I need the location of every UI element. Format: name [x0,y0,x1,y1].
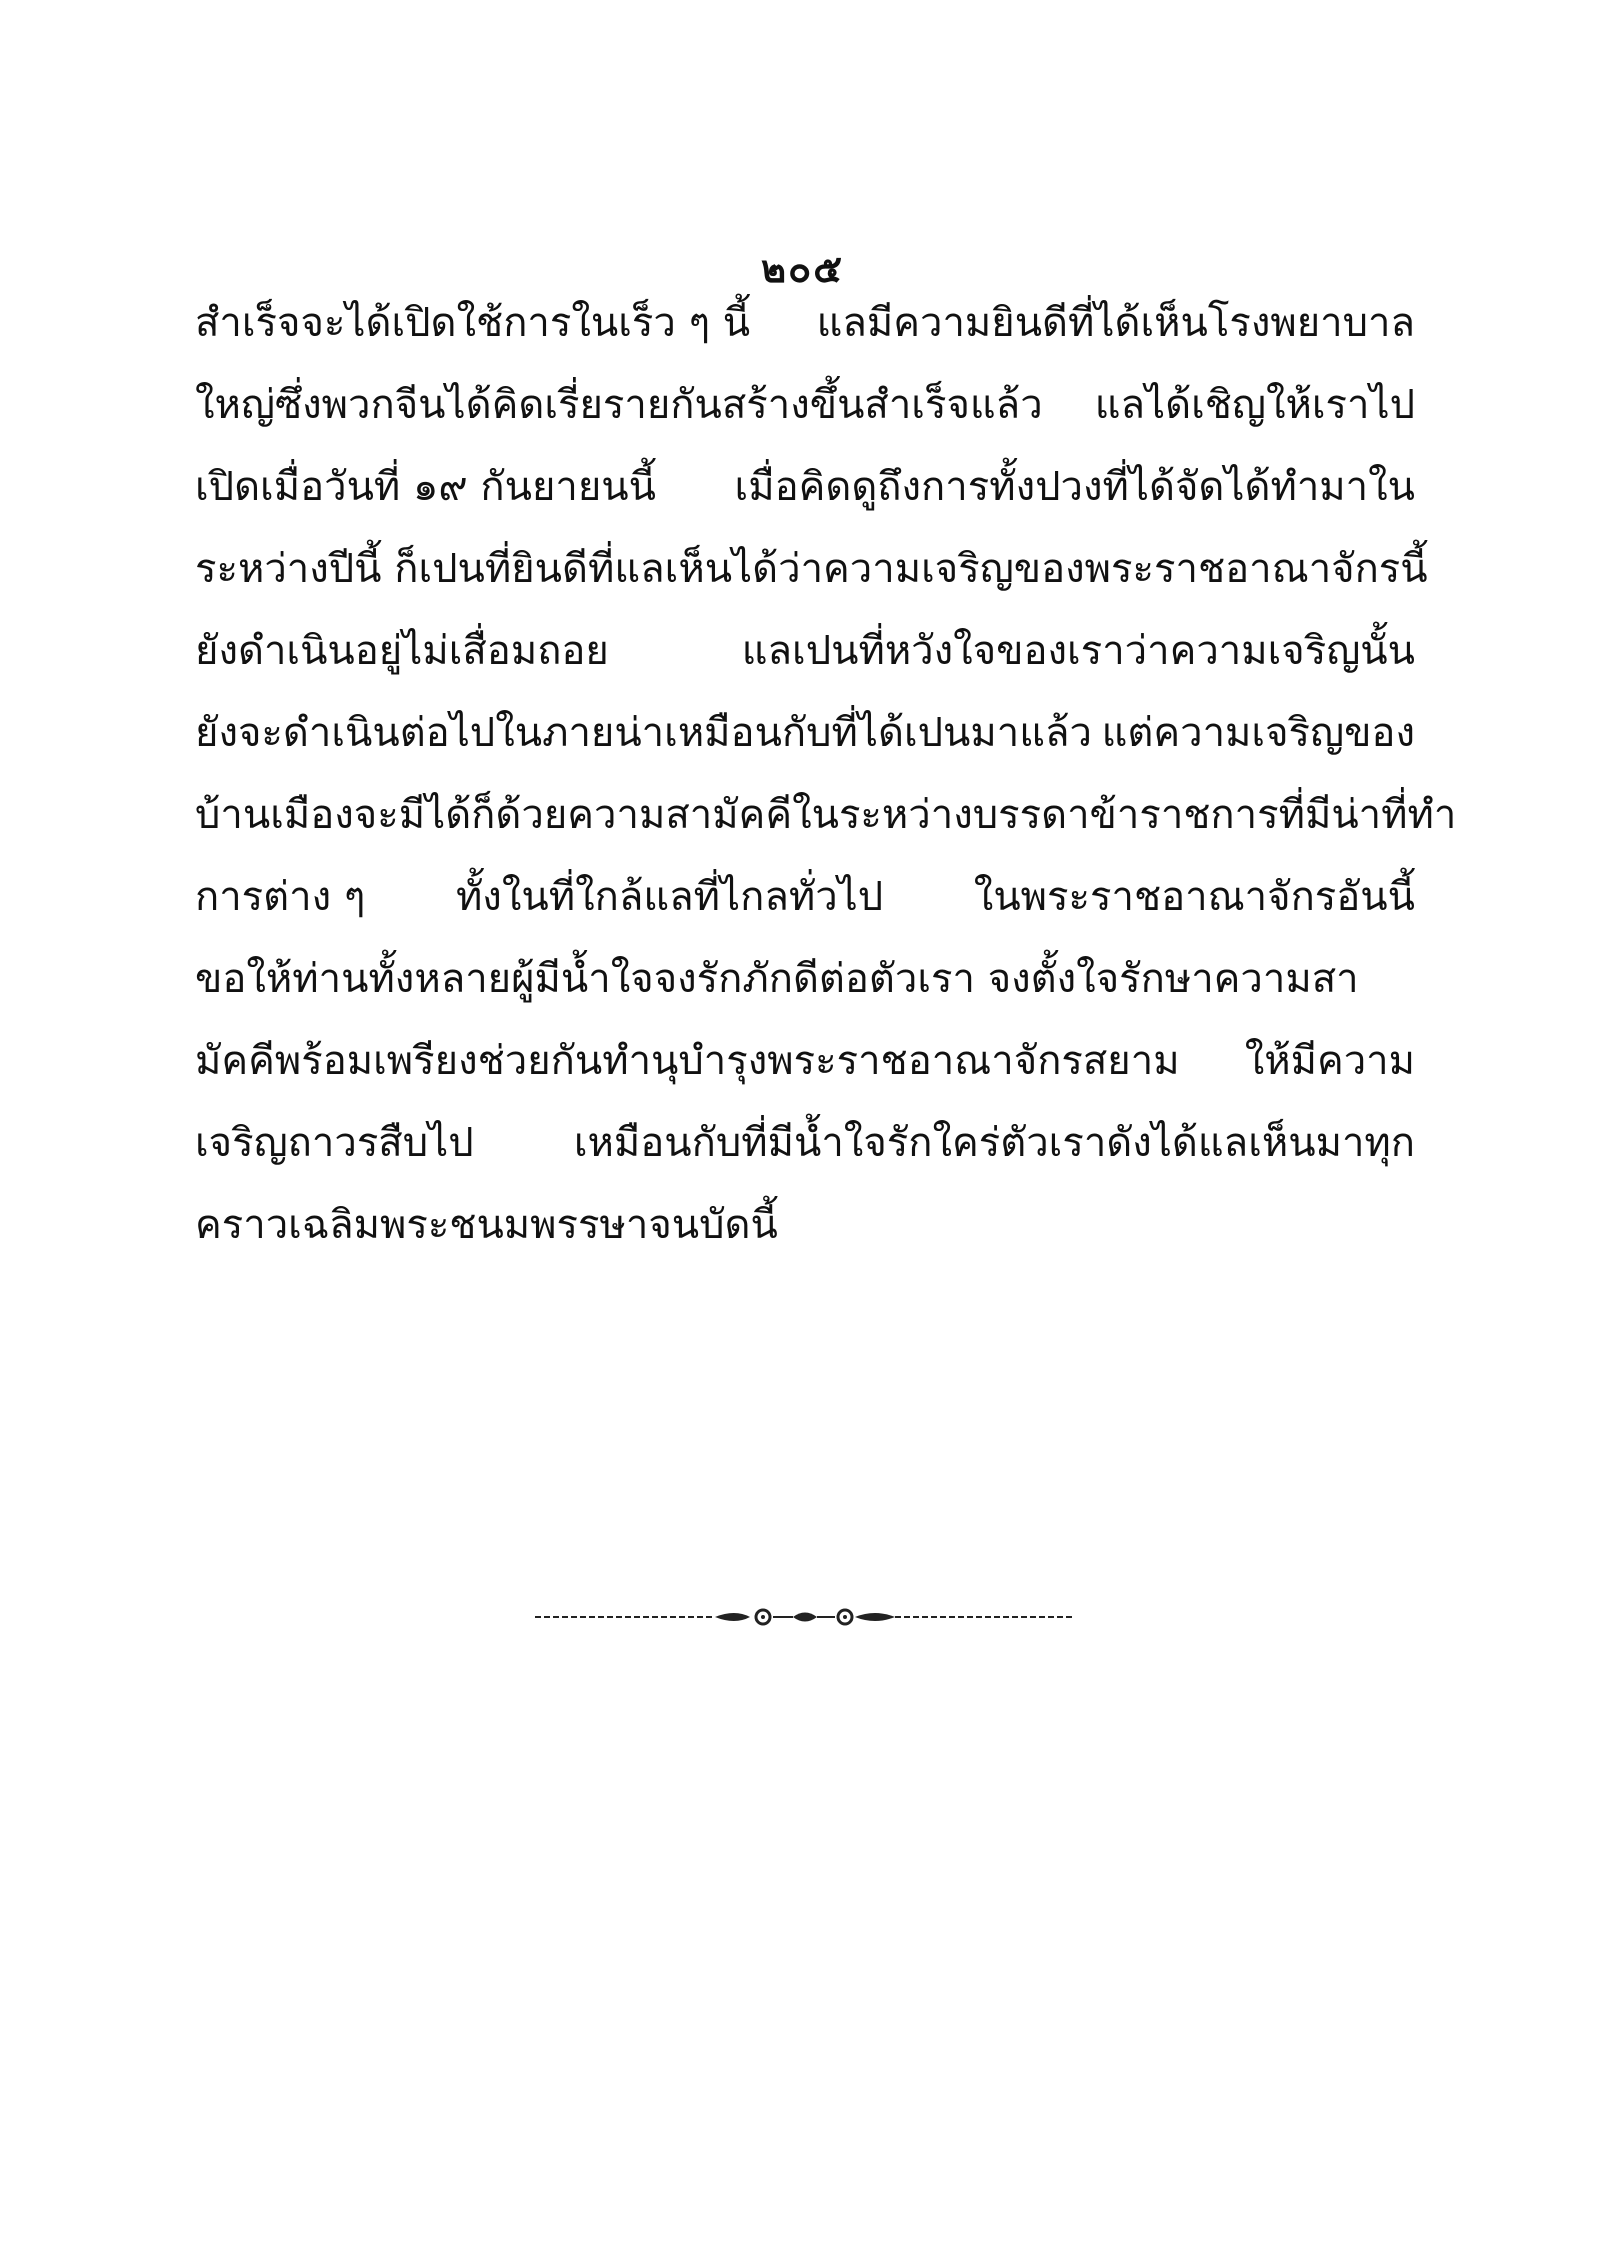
text-segment: เจริญถาวรสืบไป [195,1120,474,1166]
page-number: ๒๐๕ [760,246,844,291]
text-segment: ทั้งในที่ใกล้แลที่ไกลทั่วไป [455,874,884,920]
text-line [195,856,1415,938]
text-segment: ยังจะดำเนินต่อไปในภายน่าเหมือนกับที่ได้เปนมาแล้ว [195,710,1092,756]
text-segment: ให้มีความ [1244,1038,1415,1084]
text-segment: ในพระราชอาณาจักรอันนี้ [973,874,1415,920]
text-line [195,364,1415,446]
text-line [195,1184,1415,1266]
text-line [195,692,1415,774]
text-segment: ใหญ่ซึ่งพวกจีนได้คิดเรี่ยรายกันสร้างขึ้นสำเร็จแล้ว [195,382,1043,428]
text-segment: คราวเฉลิมพระชนมพรรษาจนบัดนี้ [195,1202,778,1248]
text-segment: ขอให้ท่านทั้งหลายผู้มีน้ำใจจงรักภักดีต่อตัวเรา จงตั้งใจรักษาความสา [195,956,1359,1002]
text-line [195,1020,1415,1102]
text-segment: สำเร็จจะได้เปิดใช้การในเร็ว ๆ นี้ [195,300,751,346]
text-line [195,282,1415,364]
text-segment: มัคคีพร้อมเพรียงช่วยกันทำนุบำรุงพระราชอาณาจักรสยาม [195,1038,1180,1084]
text-segment: แลมีความยินดีที่ได้เห็นโรงพยาบาล [816,300,1415,346]
body-text [195,282,1457,1266]
text-line [195,528,1428,610]
text-segment: เหมือนกับที่มีน้ำใจรักใคร่ตัวเราดังได้แลเห็นมาทุก [573,1120,1415,1166]
text-segment: เปิดเมื่อวันที่ ๑๙ กันยายนนี้ [195,464,656,510]
text-segment: แลเปนที่หวังใจของเราว่าความเจริญนั้น [741,628,1415,674]
text-segment: บ้านเมืองจะมีได้ก็ด้วยความสามัคคีในระหว่างบรรดาข้าราชการที่มีน่าที่ทำ [195,792,1457,838]
text-line [195,1102,1415,1184]
text-segment: แลได้เชิญให้เราไป [1094,382,1415,428]
text-line [195,774,1457,856]
text-segment: ระหว่างปีนี้ ก็เปนที่ยินดีที่แลเห็นได้ว่าความเจริญของพระราชอาณาจักรนี้ [195,546,1428,592]
text-segment: แต่ความเจริญของ [1101,710,1415,756]
text-line [195,446,1415,528]
text-segment: เมื่อคิดดูถึงการทั้งปวงที่ได้จัดได้ทำมาใน [734,464,1415,510]
text-line [195,610,1415,692]
text-line [195,938,1415,1020]
ornament-divider-icon [535,1605,1075,1629]
text-segment: การต่าง ๆ [195,874,366,920]
text-segment: ยังดำเนินอยู่ไม่เสื่อมถอย [195,628,609,674]
